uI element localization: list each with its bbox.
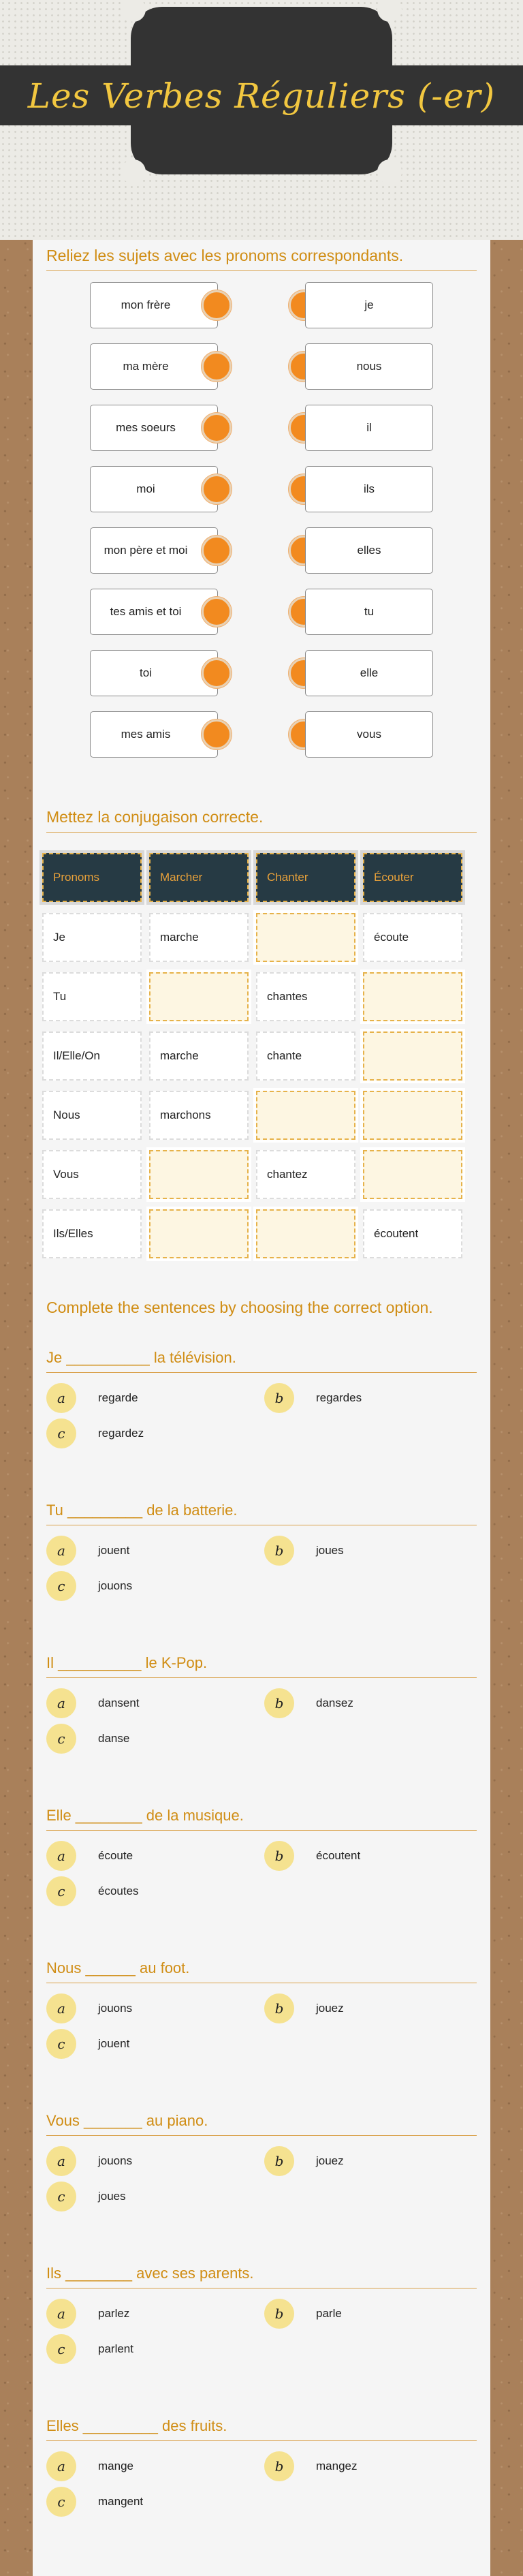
given-cell: marche	[149, 913, 249, 962]
option-letter-badge: c	[46, 2029, 76, 2059]
option-label: jouent	[98, 2037, 130, 2050]
option-letter-badge: b	[264, 1841, 294, 1871]
option-label: écoutes	[98, 1884, 139, 1897]
option-letter-badge: c	[46, 1571, 76, 1601]
answer-option[interactable]	[46, 2182, 126, 2212]
connector-dot-left[interactable]	[202, 597, 232, 627]
answer-option[interactable]	[46, 1876, 139, 1906]
answer-drop-slot[interactable]	[149, 1150, 249, 1199]
page-title: Les Verbes Réguliers (-er)	[27, 76, 496, 116]
option-label: joues	[98, 2190, 126, 2203]
answer-option[interactable]	[264, 1841, 360, 1871]
pronoun-box[interactable]: ils	[305, 466, 433, 512]
option-letter-badge: a	[46, 2146, 76, 2176]
table-header-cell: Écouter	[363, 853, 462, 902]
option-label: joues	[316, 1544, 344, 1557]
answer-drop-slot[interactable]	[363, 972, 462, 1021]
answer-option[interactable]	[46, 1841, 133, 1871]
pronoun-box[interactable]: je	[305, 282, 433, 328]
option-label: parlez	[98, 2307, 130, 2320]
pronoun-cell: Je	[42, 913, 142, 962]
option-label: jouons	[98, 2154, 133, 2167]
given-cell: marche	[149, 1031, 249, 1081]
option-label: regardez	[98, 1427, 144, 1440]
subject-box[interactable]: mon père et moi	[90, 527, 218, 574]
answer-option[interactable]	[46, 2299, 129, 2329]
pronoun-cell: Vous	[42, 1150, 142, 1199]
subject-box[interactable]: tes amis et toi	[90, 589, 218, 635]
connector-dot-left[interactable]	[202, 536, 232, 565]
connector-dot-left[interactable]	[202, 658, 232, 688]
option-letter-badge: b	[264, 2451, 294, 2481]
pronoun-cell: Il/Elle/On	[42, 1031, 142, 1081]
given-cell: chante	[256, 1031, 355, 1081]
subject-box[interactable]: moi	[90, 466, 218, 512]
answer-option[interactable]	[264, 1688, 353, 1718]
answer-option[interactable]	[46, 1571, 132, 1601]
option-label: regardes	[316, 1391, 362, 1404]
option-letter-badge: a	[46, 1383, 76, 1413]
answer-option[interactable]	[46, 2334, 133, 2364]
answer-option[interactable]	[46, 1724, 129, 1754]
answer-drop-slot[interactable]	[256, 1091, 355, 1140]
table-header-cell: Marcher	[149, 853, 249, 902]
answer-drop-slot[interactable]	[363, 1150, 462, 1199]
option-label: danse	[98, 1732, 130, 1745]
option-letter-badge: b	[264, 1688, 294, 1718]
answer-option[interactable]	[46, 1383, 138, 1413]
conjugation-heading: Mettez la conjugaison correcte.	[46, 808, 477, 833]
question-text: Nous ______ au foot.	[46, 1959, 477, 1983]
subject-box[interactable]: mes amis	[90, 711, 218, 758]
subject-box[interactable]: toi	[90, 650, 218, 696]
option-letter-badge: a	[46, 1841, 76, 1871]
option-label: écoute	[98, 1849, 133, 1862]
given-cell: chantes	[256, 972, 355, 1021]
option-letter-badge: c	[46, 2487, 76, 2517]
pronoun-cell: Nous	[42, 1091, 142, 1140]
option-label: parlent	[98, 2342, 133, 2355]
answer-drop-slot[interactable]	[149, 972, 249, 1021]
answer-drop-slot[interactable]	[363, 1091, 462, 1140]
answer-option[interactable]	[46, 1993, 132, 2023]
subject-box[interactable]: ma mère	[90, 343, 218, 390]
subject-box[interactable]: mon frère	[90, 282, 218, 328]
option-label: jouent	[98, 1544, 130, 1557]
option-label: regarde	[98, 1391, 138, 1404]
table-header-cell: Pronoms	[42, 853, 142, 902]
worksheet-card	[33, 240, 490, 2576]
option-label: jouez	[316, 2154, 344, 2167]
option-letter-badge: a	[46, 1688, 76, 1718]
option-letter-badge: b	[264, 1536, 294, 1566]
option-label: jouons	[98, 2002, 133, 2015]
option-letter-badge: b	[264, 1383, 294, 1413]
answer-option[interactable]	[46, 2487, 143, 2517]
given-cell: écoute	[363, 913, 462, 962]
given-cell: marchons	[149, 1091, 249, 1140]
option-letter-badge: c	[46, 1876, 76, 1906]
question-text: Tu _________ de la batterie.	[46, 1502, 477, 1525]
connector-dot-left[interactable]	[202, 352, 232, 382]
option-letter-badge: c	[46, 1724, 76, 1754]
option-letter-badge: a	[46, 2299, 76, 2329]
answer-option[interactable]	[264, 1536, 344, 1566]
answer-option[interactable]	[264, 1993, 344, 2023]
option-label: écoutent	[316, 1849, 361, 1862]
option-label: mangez	[316, 2459, 358, 2472]
pronoun-box[interactable]: vous	[305, 711, 433, 758]
option-letter-badge: a	[46, 1536, 76, 1566]
pronoun-cell: Tu	[42, 972, 142, 1021]
option-letter-badge: c	[46, 2182, 76, 2212]
question-text: Elles _________ des fruits.	[46, 2417, 477, 2441]
option-letter-badge: a	[46, 2451, 76, 2481]
quiz-heading: Complete the sentences by choosing the correct option.	[46, 1299, 433, 1316]
answer-option[interactable]	[264, 2146, 344, 2176]
connector-dot-left[interactable]	[202, 290, 232, 320]
pronoun-box[interactable]: elles	[305, 527, 433, 574]
pronoun-box[interactable]: nous	[305, 343, 433, 390]
option-letter-badge: c	[46, 1418, 76, 1448]
pronoun-box[interactable]: elle	[305, 650, 433, 696]
answer-drop-slot[interactable]	[256, 1209, 355, 1258]
pronoun-cell: Ils/Elles	[42, 1209, 142, 1258]
answer-option[interactable]	[46, 2029, 129, 2059]
pronoun-box[interactable]: tu	[305, 589, 433, 635]
option-label: mangent	[98, 2495, 144, 2508]
option-label: jouons	[98, 1579, 133, 1592]
question-text: Je __________ la télévision.	[46, 1349, 477, 1373]
answer-drop-slot[interactable]	[149, 1209, 249, 1258]
question-text: Il __________ le K-Pop.	[46, 1654, 477, 1678]
answer-option[interactable]	[264, 1383, 362, 1413]
answer-option[interactable]	[46, 1688, 140, 1718]
answer-drop-slot[interactable]	[256, 913, 355, 962]
option-label: dansent	[98, 1696, 140, 1709]
option-letter-badge: c	[46, 2334, 76, 2364]
header-banner	[0, 0, 523, 240]
answer-option[interactable]	[46, 1536, 129, 1566]
question-text: Vous _______ au piano.	[46, 2112, 477, 2136]
option-letter-badge: b	[264, 2299, 294, 2329]
option-letter-badge: a	[46, 1993, 76, 2023]
given-cell: écoutent	[363, 1209, 462, 1258]
table-header-cell: Chanter	[256, 853, 355, 902]
option-letter-badge: b	[264, 1993, 294, 2023]
answer-option[interactable]	[264, 2299, 342, 2329]
subject-box[interactable]: mes soeurs	[90, 405, 218, 451]
pronoun-box[interactable]: il	[305, 405, 433, 451]
question-text: Elle ________ de la musique.	[46, 1807, 477, 1831]
connector-dot-left[interactable]	[202, 474, 232, 504]
connector-dot-left[interactable]	[202, 719, 232, 749]
answer-option[interactable]	[46, 1418, 144, 1448]
answer-option[interactable]	[46, 2451, 133, 2481]
answer-option[interactable]	[46, 2146, 132, 2176]
question-text: Ils ________ avec ses parents.	[46, 2265, 477, 2288]
option-label: jouez	[316, 2002, 344, 2015]
given-cell: chantez	[256, 1150, 355, 1199]
option-letter-badge: b	[264, 2146, 294, 2176]
option-label: mange	[98, 2459, 133, 2472]
option-label: dansez	[316, 1696, 353, 1709]
matching-heading: Reliez les sujets avec les pronoms correspondants.	[46, 247, 477, 271]
answer-option[interactable]	[264, 2451, 357, 2481]
connector-dot-left[interactable]	[202, 413, 232, 443]
option-label: parle	[316, 2307, 342, 2320]
answer-drop-slot[interactable]	[363, 1031, 462, 1081]
